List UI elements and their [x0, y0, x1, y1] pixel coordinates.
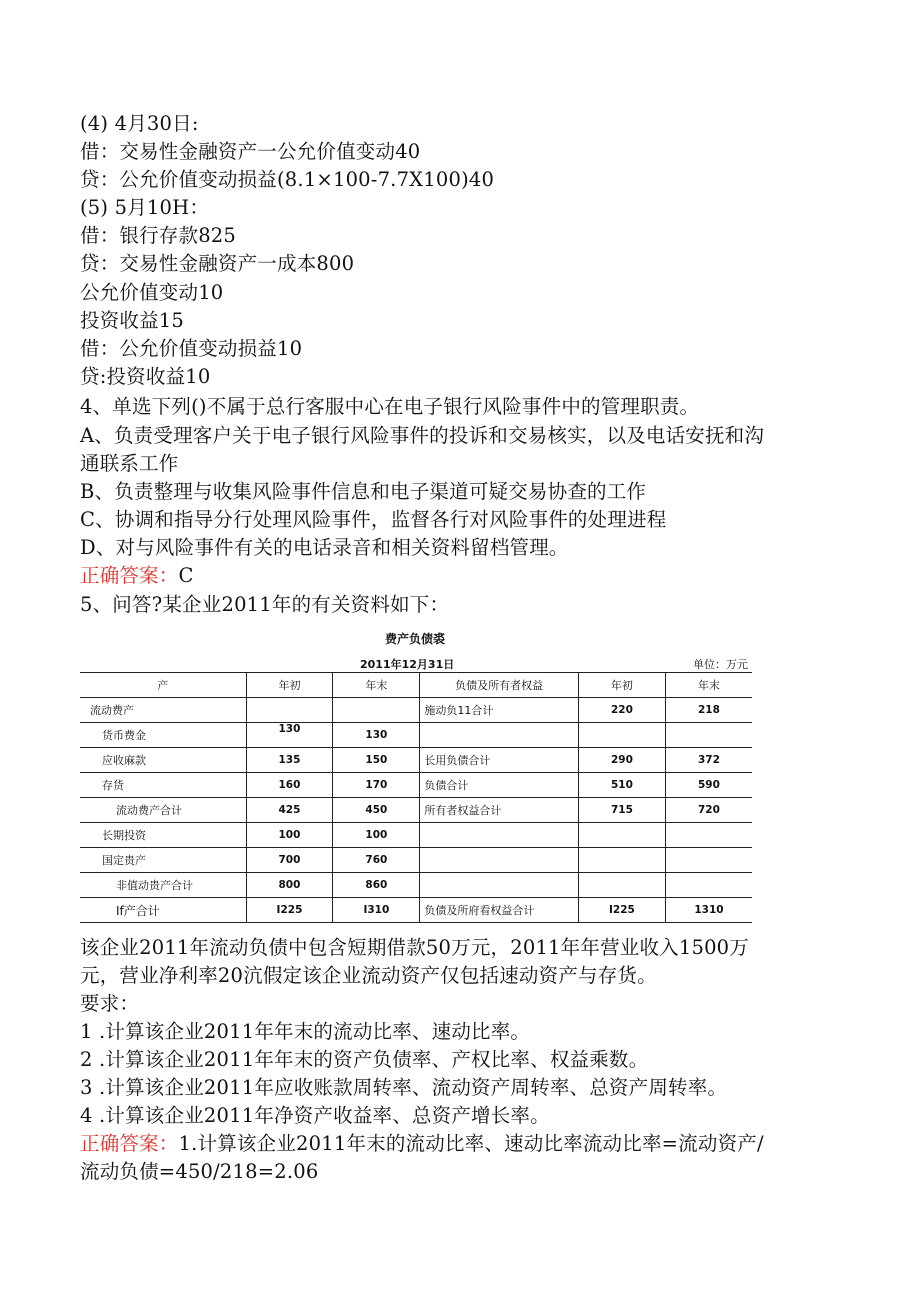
table-row [80, 798, 752, 823]
text-line: (4) 4月30日: [80, 112, 199, 135]
table-cell: 218 [665, 698, 752, 723]
requirement-2: 2 .计算该企业2011年年末的资产负债率、产权比率、权益乘数。 [80, 1048, 649, 1071]
table-cell [578, 723, 665, 748]
table-row [80, 698, 752, 723]
table-cell: 160 [246, 773, 333, 798]
answer-label: 正确答案： [80, 564, 179, 587]
answer-value: 1.计算该企业2011年末的流动比率、速动比率流动比率=流动资产/ [178, 1132, 764, 1155]
table-cell: 非值动贵产合计 [80, 873, 246, 898]
table-cell: 135 [246, 748, 333, 773]
text-line: 贷：公允价值变动损益(8.1×100-7.7X100)40 [80, 168, 495, 191]
table-cell: 170 [333, 773, 420, 798]
table-cell: 负债合计 [420, 773, 579, 798]
table-cell: 720 [665, 798, 752, 823]
option-c: C、协调和指导分行处理风险事件，监督各行对风险事件的处理进程 [80, 508, 667, 531]
table-unit: 单位：万元 [693, 658, 748, 671]
table-cell [420, 723, 579, 748]
table-date: 2011年12月31日 [360, 658, 455, 671]
table-cell: I225 [246, 898, 333, 923]
table-cell: 货币费金 [80, 723, 246, 748]
table-title: 费产负债裘 [384, 632, 445, 646]
balance-sheet-table [80, 672, 752, 923]
table-cell: 800 [246, 873, 333, 898]
text-line: 贷：交易性金融资产一成本800 [80, 252, 355, 275]
table-cell: 700 [246, 848, 333, 873]
table-cell: 施动负11合计 [420, 698, 579, 723]
table-cell: 760 [333, 848, 420, 873]
option-b: B、负责整理与收集风险事件信息和电子渠道可疑交易协查的工作 [80, 480, 647, 503]
table-cell [578, 823, 665, 848]
table-cell: 425 [246, 798, 333, 823]
table-cell [665, 848, 752, 873]
requirement-1: 1 .计算该企业2011年年末的流动比率、速动比率。 [80, 1020, 531, 1043]
table-cell: I310 [333, 898, 420, 923]
text-line: 该企业2011年流动负债中包含短期借款50万元，2011年年营业收入1500万 [80, 936, 749, 959]
option-d: D、对与风险事件有关的电话录音和相关资料留档管理。 [80, 536, 569, 559]
table-cell: 150 [333, 748, 420, 773]
table-row [80, 898, 752, 923]
table-cell: 860 [333, 873, 420, 898]
text-line: (5) 5月10H： [80, 196, 210, 219]
table-cell: 流动费产合计 [80, 798, 246, 823]
table-cell: 应收麻款 [80, 748, 246, 773]
table-cell: 372 [665, 748, 752, 773]
answer-label: 正确答案： [80, 1132, 179, 1155]
answer-4 [80, 562, 194, 590]
table-row [80, 773, 752, 798]
text-line: 借：银行存款825 [80, 224, 237, 247]
requirement-4: 4 .计算该企业2011年净资产收益率、总资产增长率。 [80, 1104, 550, 1127]
answer-5-cont: 流动负债=450/218=2.06 [80, 1160, 319, 1183]
table-cell [665, 823, 752, 848]
table-cell [578, 873, 665, 898]
header-cell: 年初 [578, 673, 665, 698]
answer-5 [80, 1130, 764, 1158]
table-cell: I225 [578, 898, 665, 923]
table-cell [420, 823, 579, 848]
table-cell: 590 [665, 773, 752, 798]
table-cell: 100 [246, 823, 333, 848]
table-cell [333, 698, 420, 723]
text-line: 借：交易性金融资产一公允价值变动40 [80, 140, 421, 163]
option-a-cont: 通联系工作 [80, 452, 179, 475]
table-cell: 流动费产 [80, 698, 246, 723]
table-cell: 450 [333, 798, 420, 823]
option-a: A、负责受理客户关于电子银行风险事件的投诉和交易核实，以及电话安抚和沟 [80, 424, 765, 447]
text-line: 贷:投资收益10 [80, 365, 211, 388]
text-line: 元，营业净利率20沆假定该企业流动资产仅包括速动资产与存货。 [80, 964, 657, 987]
text-line: 投资收益15 [80, 309, 185, 332]
table-row [80, 848, 752, 873]
question-5: 5、问答?某企业2011年的有关资料如下： [80, 593, 450, 616]
header-cell: 年末 [333, 673, 420, 698]
header-cell: 产 [80, 673, 246, 698]
text-line: 要求： [80, 992, 140, 1015]
table-cell: 130 [246, 723, 333, 748]
header-cell: 负债及所有者权益 [420, 673, 579, 698]
table-cell: 100 [333, 823, 420, 848]
table-cell: 长期投资 [80, 823, 246, 848]
table-cell [665, 873, 752, 898]
text-line: 公允价值变动10 [80, 281, 224, 304]
table-row [80, 873, 752, 898]
table-cell: 所有者权益合计 [420, 798, 579, 823]
table-row [80, 823, 752, 848]
table-cell [246, 698, 333, 723]
text-line: 借：公允价值变动损益10 [80, 337, 303, 360]
table-cell: 715 [578, 798, 665, 823]
table-row [80, 723, 752, 748]
question-4: 4、单选下列()不属于总行客服中心在电子银行风险事件中的管理职责。 [80, 395, 700, 418]
table-cell [420, 848, 579, 873]
table-cell: 国定贵产 [80, 848, 246, 873]
table-cell: If产合计 [80, 898, 246, 923]
table-row [80, 748, 752, 773]
answer-value: C [178, 564, 194, 587]
table-cell [420, 873, 579, 898]
requirement-3: 3 .计算该企业2011年应收账款周转率、流动资产周转率、总资产周转率。 [80, 1076, 728, 1099]
table-cell [665, 723, 752, 748]
table-cell: 负债及所府看权益合计 [420, 898, 579, 923]
table-cell: 130 [333, 723, 420, 748]
table-cell [578, 848, 665, 873]
table-cell: 1310 [665, 898, 752, 923]
table-cell: 220 [578, 698, 665, 723]
table-cell: 长用负债合计 [420, 748, 579, 773]
header-cell: 年初 [246, 673, 333, 698]
table-cell: 存货 [80, 773, 246, 798]
header-cell: 年末 [665, 673, 752, 698]
table-cell: 290 [578, 748, 665, 773]
table-cell: 510 [578, 773, 665, 798]
table-header-row [80, 673, 752, 698]
